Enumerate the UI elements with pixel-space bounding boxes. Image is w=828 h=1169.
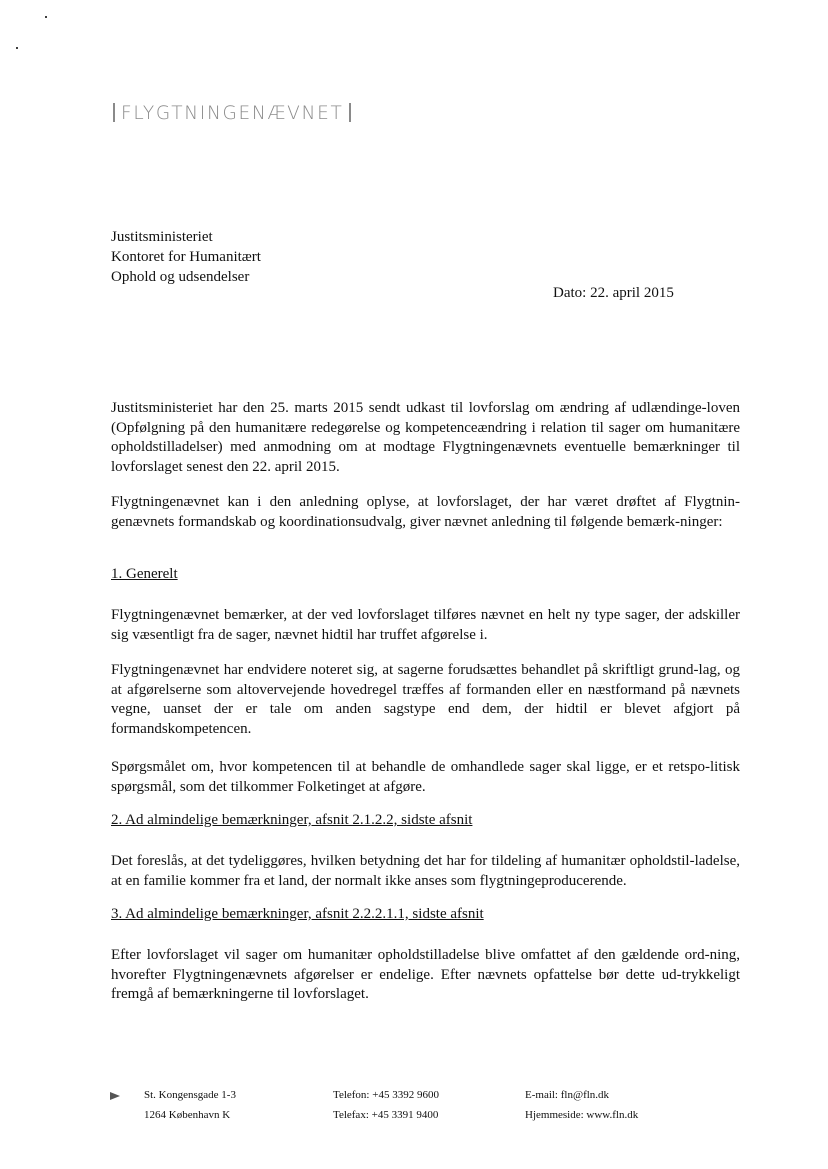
- scan-dot: [16, 47, 18, 49]
- website-address: Hjemmeside: www.fln.dk: [525, 1109, 639, 1121]
- footer-phone-fax: [333, 1085, 439, 1125]
- footer-contact: [525, 1085, 638, 1125]
- section-heading: 3. Ad almindelige bemærkninger, afsnit 2.2.2.1.1, sidste afsnit: [111, 906, 484, 922]
- paragraph-text: Flygtningenævnet kan i den anledning oplyse, at lovforslaget, der har været drøftet af Flygtnin-genævnets formandskab og koordinationsudvalg, giver nævnet anledning til følgende bemærk-ninger:: [111, 494, 740, 530]
- paragraph-text: Det foreslås, at det tydeliggøres, hvilken betydning det har for tildeling af humanitær opholdstil-ladelse, at en familie kommer fra et land, der normalt ikke anses som flygtningeproducerende.: [111, 853, 740, 889]
- paragraph-text: Flygtningenævnet bemærker, at der ved lovforslaget tilføres nævnet en helt ny type sager, der adskiller sig væsentligt fra de sager, nævnet hidtil har truffet afgørelse i.: [111, 607, 740, 643]
- address-street: St. Kongensgade 1-3: [144, 1089, 236, 1101]
- recipient-line: Justitsministeriet: [111, 229, 213, 245]
- paragraph-text: Efter lovforslaget vil sager om humanitær opholdstilladelse blive omfattet af den gældende ord-ning, hvorefter Flygtningenævnets afgørelser er endelige. Efter nævnets opfattelse bør dette ud-trykkeligt fremgå af bemærkningerne til lovforslaget.: [111, 947, 740, 1003]
- section-heading: 1. Generelt: [111, 566, 178, 582]
- body-paragraph: [111, 946, 740, 1005]
- body-paragraph: [111, 758, 740, 797]
- section-heading: 2. Ad almindelige bemærkninger, afsnit 2.1.2.2, sidste afsnit: [111, 812, 473, 828]
- arrow-icon: [110, 1092, 120, 1100]
- body-paragraph: [111, 493, 740, 532]
- phone-number: Telefon: +45 3392 9600: [333, 1089, 439, 1101]
- logo-bar-right: [349, 103, 351, 122]
- paragraph-text: Justitsministeriet har den 25. marts 2015 sendt udkast til lovforslag om ændring af udlændinge-loven (Opfølgning på den humanitære redegørelse og kompetenceændring i relation til sager om humanitære opholdstilladelser) med anmodning om at modtage Flygtningenævnets eventuelle bemærkninger til lovforslaget senest den 22. april 2015.: [111, 400, 740, 475]
- fax-number: Telefax: +45 3391 9400: [333, 1109, 439, 1121]
- paragraph-text: Spørgsmålet om, hvor kompetencen til at behandle de omhandlede sager skal ligge, er et retspo-litisk spørgsmål, som det tilkommer Folketinget at afgøre.: [111, 759, 740, 795]
- scan-dot: [45, 16, 47, 18]
- footer: [0, 1085, 828, 1125]
- letterhead-name: FLYGTNINGENÆVNET: [121, 103, 344, 124]
- logo-bar-left: [113, 103, 115, 122]
- recipient-address: [111, 227, 261, 287]
- letterhead-logo: [113, 103, 351, 124]
- paragraph-text: Flygtningenævnet har endvidere noteret sig, at sagerne forudsættes behandlet på skriftligt grund-lag, og at afgørelserne som altovervejende hovedregel træffes af formanden eller en næstformand på nævnets vegne, uanset der er tale om anden sagstype end dem, der hidtil er blevet afgjort på formandskompetencen.: [111, 662, 740, 737]
- email-address: E-mail: fln@fln.dk: [525, 1089, 610, 1101]
- recipient-line: Ophold og udsendelser: [111, 269, 250, 285]
- footer-address: [144, 1085, 236, 1125]
- body-paragraph: [111, 852, 740, 891]
- recipient-line: Kontoret for Humanitært: [111, 249, 261, 265]
- address-city: 1264 København K: [144, 1109, 231, 1121]
- body-paragraph: [111, 606, 740, 645]
- body-paragraph: [111, 399, 740, 477]
- body-paragraph: [111, 661, 740, 739]
- letter-date: Dato: 22. april 2015: [553, 285, 674, 301]
